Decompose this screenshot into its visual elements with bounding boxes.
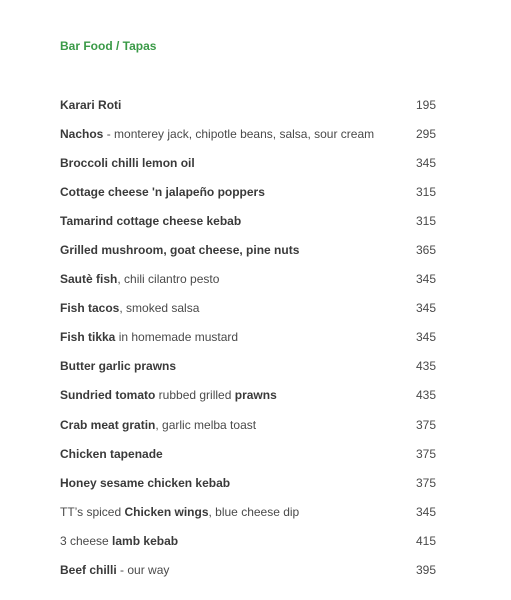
menu-item-description: [60, 329, 238, 345]
menu-item: [60, 475, 460, 504]
menu-item-name: Chicken wings: [124, 504, 209, 519]
menu-item-description: [60, 97, 121, 113]
menu-item-name: Butter garlic prawns: [60, 359, 177, 374]
menu-item-description: [60, 126, 374, 142]
menu-item-price: 345: [416, 156, 437, 171]
menu-item-name: Sundried tomato: [60, 388, 156, 403]
menu-item-price: 435: [416, 359, 437, 374]
menu-item-name: Cottage cheese 'n jalapeño poppers: [60, 185, 265, 200]
menu-item-description: [60, 242, 299, 258]
menu-item-name: Karari Roti: [60, 98, 122, 112]
menu-item-price: 375: [416, 446, 437, 461]
menu-item: [60, 300, 460, 329]
menu-item-description: [60, 155, 195, 171]
menu-item-price: 315: [416, 185, 437, 200]
menu-item-description: [60, 184, 265, 200]
menu-item-price: 345: [416, 504, 437, 519]
menu-item-description: [60, 504, 299, 520]
menu-item-description: [60, 271, 219, 287]
menu-item: [60, 155, 460, 184]
menu-item-detail: - monterey jack, chipotle beans, salsa, sour cream: [103, 127, 375, 142]
menu-item: [60, 97, 460, 126]
menu-item: [60, 417, 460, 446]
menu-item-price: 375: [416, 417, 437, 432]
menu-item: [60, 387, 460, 416]
menu-item-name: prawns: [234, 388, 277, 403]
menu-item-price: 295: [416, 127, 437, 142]
menu-item-description: [60, 358, 176, 374]
menu-item-name: Grilled mushroom, goat cheese, pine nuts: [60, 243, 300, 258]
menu-item: [60, 446, 460, 475]
menu-item-name: Beef chilli: [60, 562, 117, 577]
menu-item-price: 345: [416, 272, 437, 287]
menu-item-name: Chicken tapenade: [60, 446, 163, 461]
menu-item-description: [60, 213, 241, 229]
menu-item-description: [60, 387, 277, 403]
menu-item-detail: , smoked salsa: [119, 301, 200, 316]
menu-item-name: Crab meat gratin: [60, 417, 156, 432]
menu-item: [60, 533, 460, 562]
menu-item-description: [60, 417, 256, 433]
menu-item-price: 315: [416, 214, 437, 229]
menu-item-price: 435: [416, 388, 437, 403]
menu-item: [60, 358, 460, 387]
menu-item-description: [60, 562, 169, 578]
menu-item-name: Honey sesame chicken kebab: [60, 475, 231, 490]
menu-item-detail: - our way: [116, 562, 170, 577]
menu-item-detail: TT’s spiced: [60, 504, 125, 519]
menu-item-price: 365: [416, 243, 437, 258]
menu-item-description: [60, 300, 199, 316]
menu-item: [60, 562, 460, 591]
menu-item-description: [60, 475, 230, 491]
menu-item-detail: rubbed grilled: [155, 388, 235, 403]
menu-item-name: Fish tikka: [60, 330, 116, 345]
menu-item-price: 375: [416, 475, 437, 490]
menu-item-name: Tamarind cottage cheese kebab: [60, 214, 242, 229]
menu-item-price: 395: [416, 562, 437, 577]
menu-item-name: Fish tacos: [60, 301, 120, 316]
menu-item-name: Sautè fish: [60, 272, 118, 287]
menu-item-description: [60, 533, 178, 549]
menu-item-detail: , chili cilantro pesto: [117, 272, 220, 287]
menu-item-name: Nachos: [60, 127, 104, 142]
menu-item: [60, 184, 460, 213]
menu-list: [60, 97, 460, 591]
menu-item: [60, 213, 460, 242]
menu-item-price: 345: [416, 301, 437, 316]
menu-item-price: 345: [416, 330, 437, 345]
section-title: Bar Food / Tapas: [60, 39, 157, 53]
menu-item-name: Broccoli chilli lemon oil: [60, 156, 195, 171]
menu-item: [60, 504, 460, 533]
menu-item-detail: in homemade mustard: [115, 330, 239, 345]
menu-item-detail: 3 cheese: [60, 533, 113, 548]
menu-item-price: 415: [416, 533, 437, 548]
menu-item-price: 195: [416, 98, 437, 112]
menu-item-detail: , garlic melba toast: [155, 417, 257, 432]
menu-item: [60, 271, 460, 300]
menu-item-description: [60, 446, 163, 462]
menu-item-name: lamb kebab: [112, 533, 179, 548]
menu-item: [60, 126, 460, 155]
menu-item-detail: , blue cheese dip: [208, 504, 300, 519]
menu-item: [60, 242, 460, 271]
menu-item: [60, 329, 460, 358]
